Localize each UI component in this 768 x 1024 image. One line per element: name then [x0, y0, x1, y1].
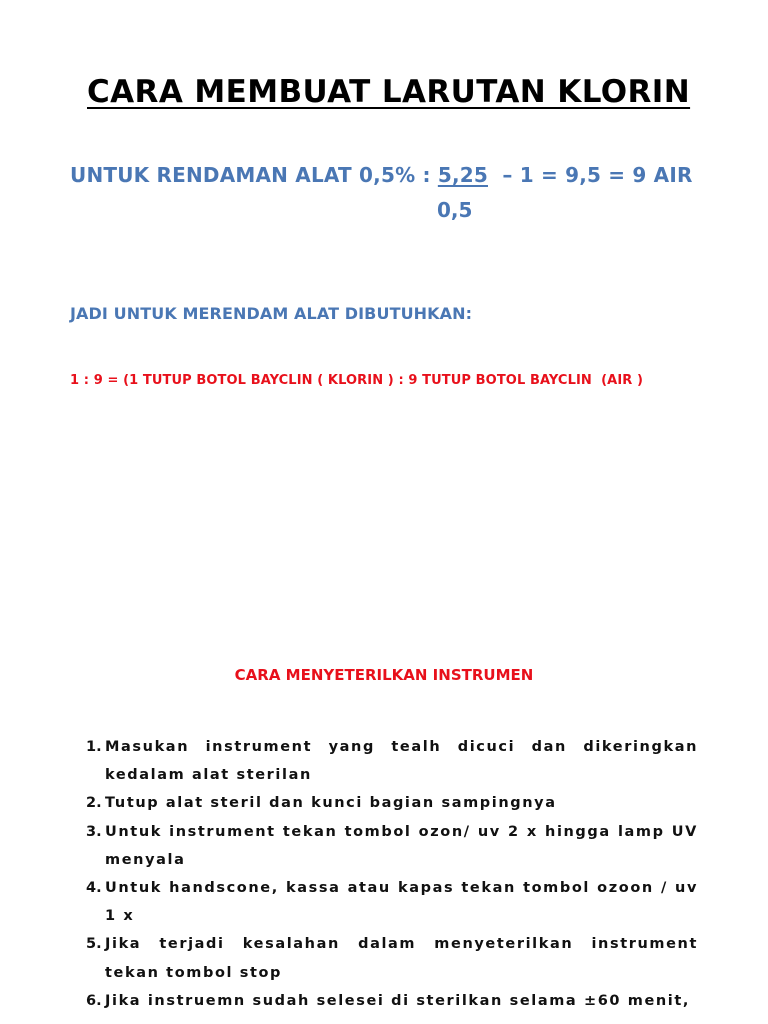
step-number: 2.	[86, 795, 102, 812]
list-item	[86, 930, 698, 986]
formula-prefix: UNTUK RENDAMAN ALAT 0,5% :	[70, 163, 438, 187]
formula-suffix: – 1 = 9,5 = 9 AIR	[488, 163, 693, 187]
step-text: Untuk instrument tekan tombol ozon/ uv 2 x hingga lamp UV menyala	[105, 823, 698, 868]
step-number: 6.	[86, 992, 102, 1009]
list-item	[86, 818, 698, 874]
ratio-line: 1 : 9 = (1 TUTUP BOTOL BAYCLIN ( KLORIN ) : 9 TUTUP BOTOL BAYCLIN (AIR )	[70, 373, 644, 388]
step-text: Tutup alat steril dan kunci bagian sampingnya	[105, 795, 557, 812]
list-item	[86, 987, 698, 1015]
list-item	[86, 733, 698, 789]
step-text: Masukan instrument yang tealh dicuci dan dikeringkan kedalam alat sterilan	[105, 739, 698, 784]
page-title: CARA MEMBUAT LARUTAN KLORIN	[87, 74, 691, 110]
formula-denominator: 0,5	[437, 198, 473, 222]
step-number: 1.	[86, 739, 102, 755]
step-text: Jika terjadi kesalahan dalam menyeterilkan instrument tekan tombol stop	[105, 936, 698, 981]
step-text: Jika instruemn sudah selesei di sterilkan selama ±60 menit,	[105, 992, 691, 1009]
step-number: 5.	[86, 936, 102, 953]
step-number: 3.	[86, 823, 102, 840]
dilution-formula	[70, 161, 693, 189]
steps-list	[86, 733, 698, 1015]
formula-numerator: 5,25	[437, 163, 488, 187]
soak-subheading: JADI UNTUK MERENDAM ALAT DIBUTUHKAN:	[70, 304, 473, 323]
list-item	[86, 874, 698, 930]
step-number: 4.	[86, 880, 102, 897]
section-heading: CARA MENYETERILKAN INSTRUMEN	[234, 666, 534, 684]
step-text: Untuk handscone, kassa atau kapas tekan tombol ozoon / uv 1 x	[105, 880, 698, 925]
list-item	[86, 789, 698, 817]
